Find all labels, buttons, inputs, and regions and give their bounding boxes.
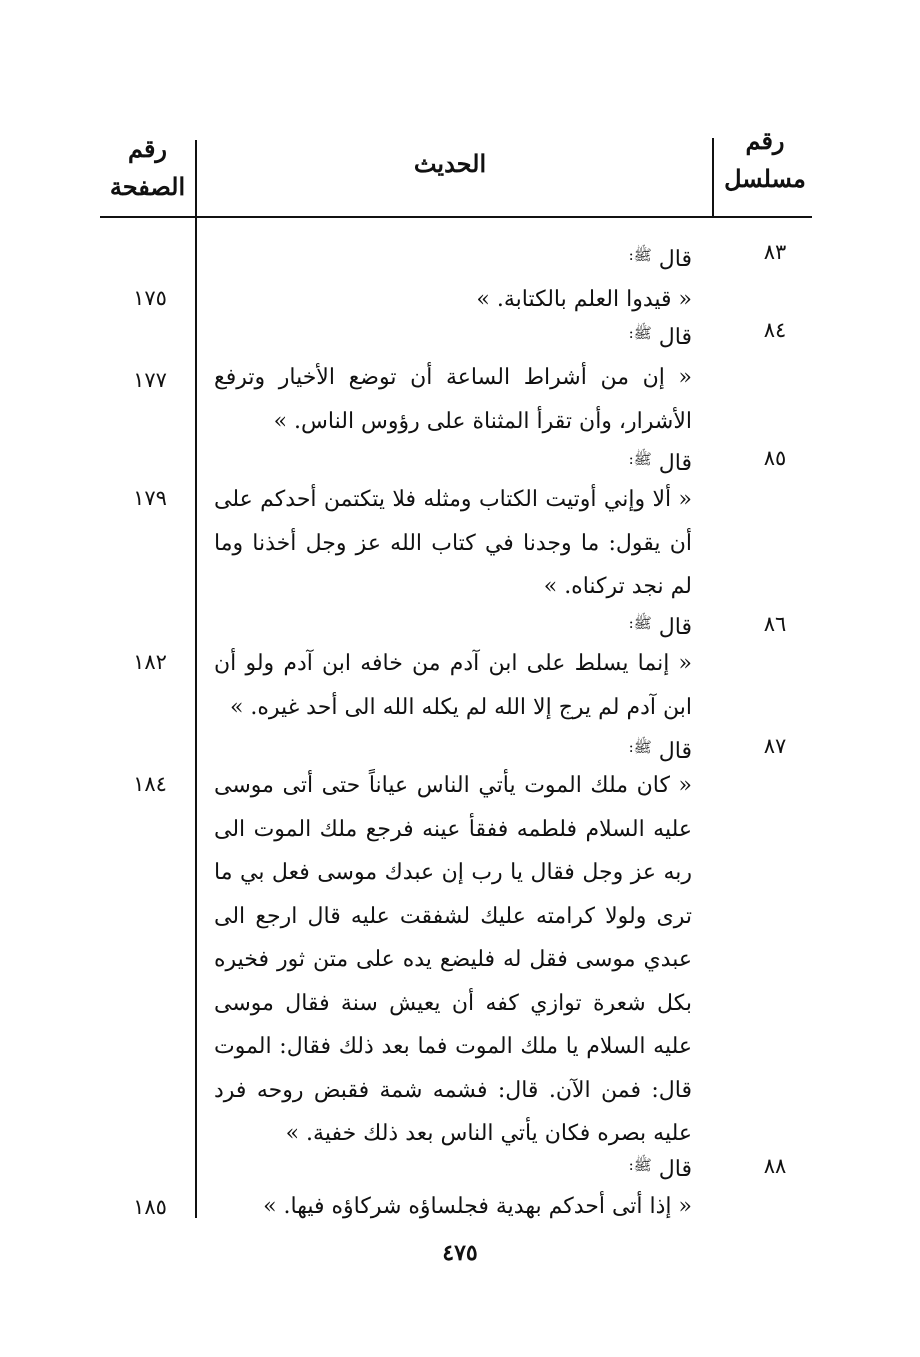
hadith-intro: قال $^{ﷺ:}$	[628, 324, 692, 350]
hadith-intro: قال $^{ﷺ:}$	[628, 614, 692, 640]
serial-number: ٨٤	[763, 318, 787, 342]
hadith-text: « كان ملك الموت يأتي الناس عياناً حتى أتى موسى عليه السلام فلطمه ففقأ عينه فرجع ملك الموت الى ربه عز وجل فقال يا رب إن عبدك موسى فعل بي ما ترى ولولا كرامته عليك لشفقت عليه قال ارجع الى عبدي موسى فقل له فليضع يده على متن ثور فخيره بكل شعرة توازي كفه أن يعيش سنة فقال موسى عليه السلام يا ملك الموت فما بعد ذلك فقال: الموت قال: فمن الآن. قال: فشمه شمة فقبض روحه فرد عليه بصره فكان يأتي الناس بعد ذلك خفية. »	[214, 773, 692, 1146]
serial-number: ٨٥	[763, 446, 787, 470]
serial-number: ٨٨	[763, 1154, 787, 1178]
page-reference: ١٧٩	[133, 486, 167, 510]
hadith-intro: قال $^{ﷺ:}$	[628, 246, 692, 272]
hadith-intro: قال $^{ﷺ:}$	[628, 1156, 692, 1182]
honorific: ﷺ:	[628, 324, 652, 342]
page-column-header: رقم الصفحة	[109, 134, 186, 201]
honorific: ﷺ:	[628, 614, 652, 632]
hadith-text: « إذا أتى أحدكم بهدية فجلساؤه شركاؤه فيها. »	[263, 1194, 692, 1219]
page-reference: ١٨٤	[133, 772, 167, 796]
honorific: ﷺ:	[628, 246, 652, 264]
serial-number: ٨٦	[763, 612, 787, 636]
page-reference: ١٧٥	[133, 286, 167, 310]
hadith-text: « ألا وإني أوتيت الكتاب ومثله فلا يتكتمن أحدكم على أن يقول: ما وجدنا في كتاب الله عز وجل أخذنا وما لم نجد تركناه. »	[214, 487, 692, 599]
hadith-text: « قيدوا العلم بالكتابة. »	[476, 287, 692, 312]
header-rule	[100, 216, 812, 218]
hadith-column-header: الحديث	[413, 149, 487, 178]
hadith-intro: قال $^{ﷺ:}$	[628, 450, 692, 476]
serial-column-header: رقم مسلسل	[724, 126, 806, 193]
page-column-divider	[195, 140, 197, 1218]
hadith-intro: قال $^{ﷺ:}$	[628, 738, 692, 764]
page-reference: ١٧٧	[133, 368, 167, 392]
serial-number: ٨٧	[763, 734, 787, 758]
serial-number: ٨٣	[763, 240, 787, 264]
hadith-text: « إن من أشراط الساعة أن توضع الأخيار وترفع الأشرار، وأن تقرأ المثناة على رؤوس الناس. »	[214, 365, 692, 434]
page-number: ٤٧٥	[442, 1240, 478, 1266]
page-reference: ١٨٢	[133, 650, 167, 674]
honorific: ﷺ:	[628, 450, 652, 468]
hadith-text: « إنما يسلط على ابن آدم من خافه ابن آدم ولو أن ابن آدم لم يرج إلا الله لم يكله الله الى أحد غيره. »	[214, 651, 692, 720]
serial-column-divider	[712, 138, 714, 218]
honorific: ﷺ:	[628, 738, 652, 756]
page-reference: ١٨٥	[133, 1195, 167, 1219]
honorific: ﷺ:	[628, 1156, 652, 1174]
